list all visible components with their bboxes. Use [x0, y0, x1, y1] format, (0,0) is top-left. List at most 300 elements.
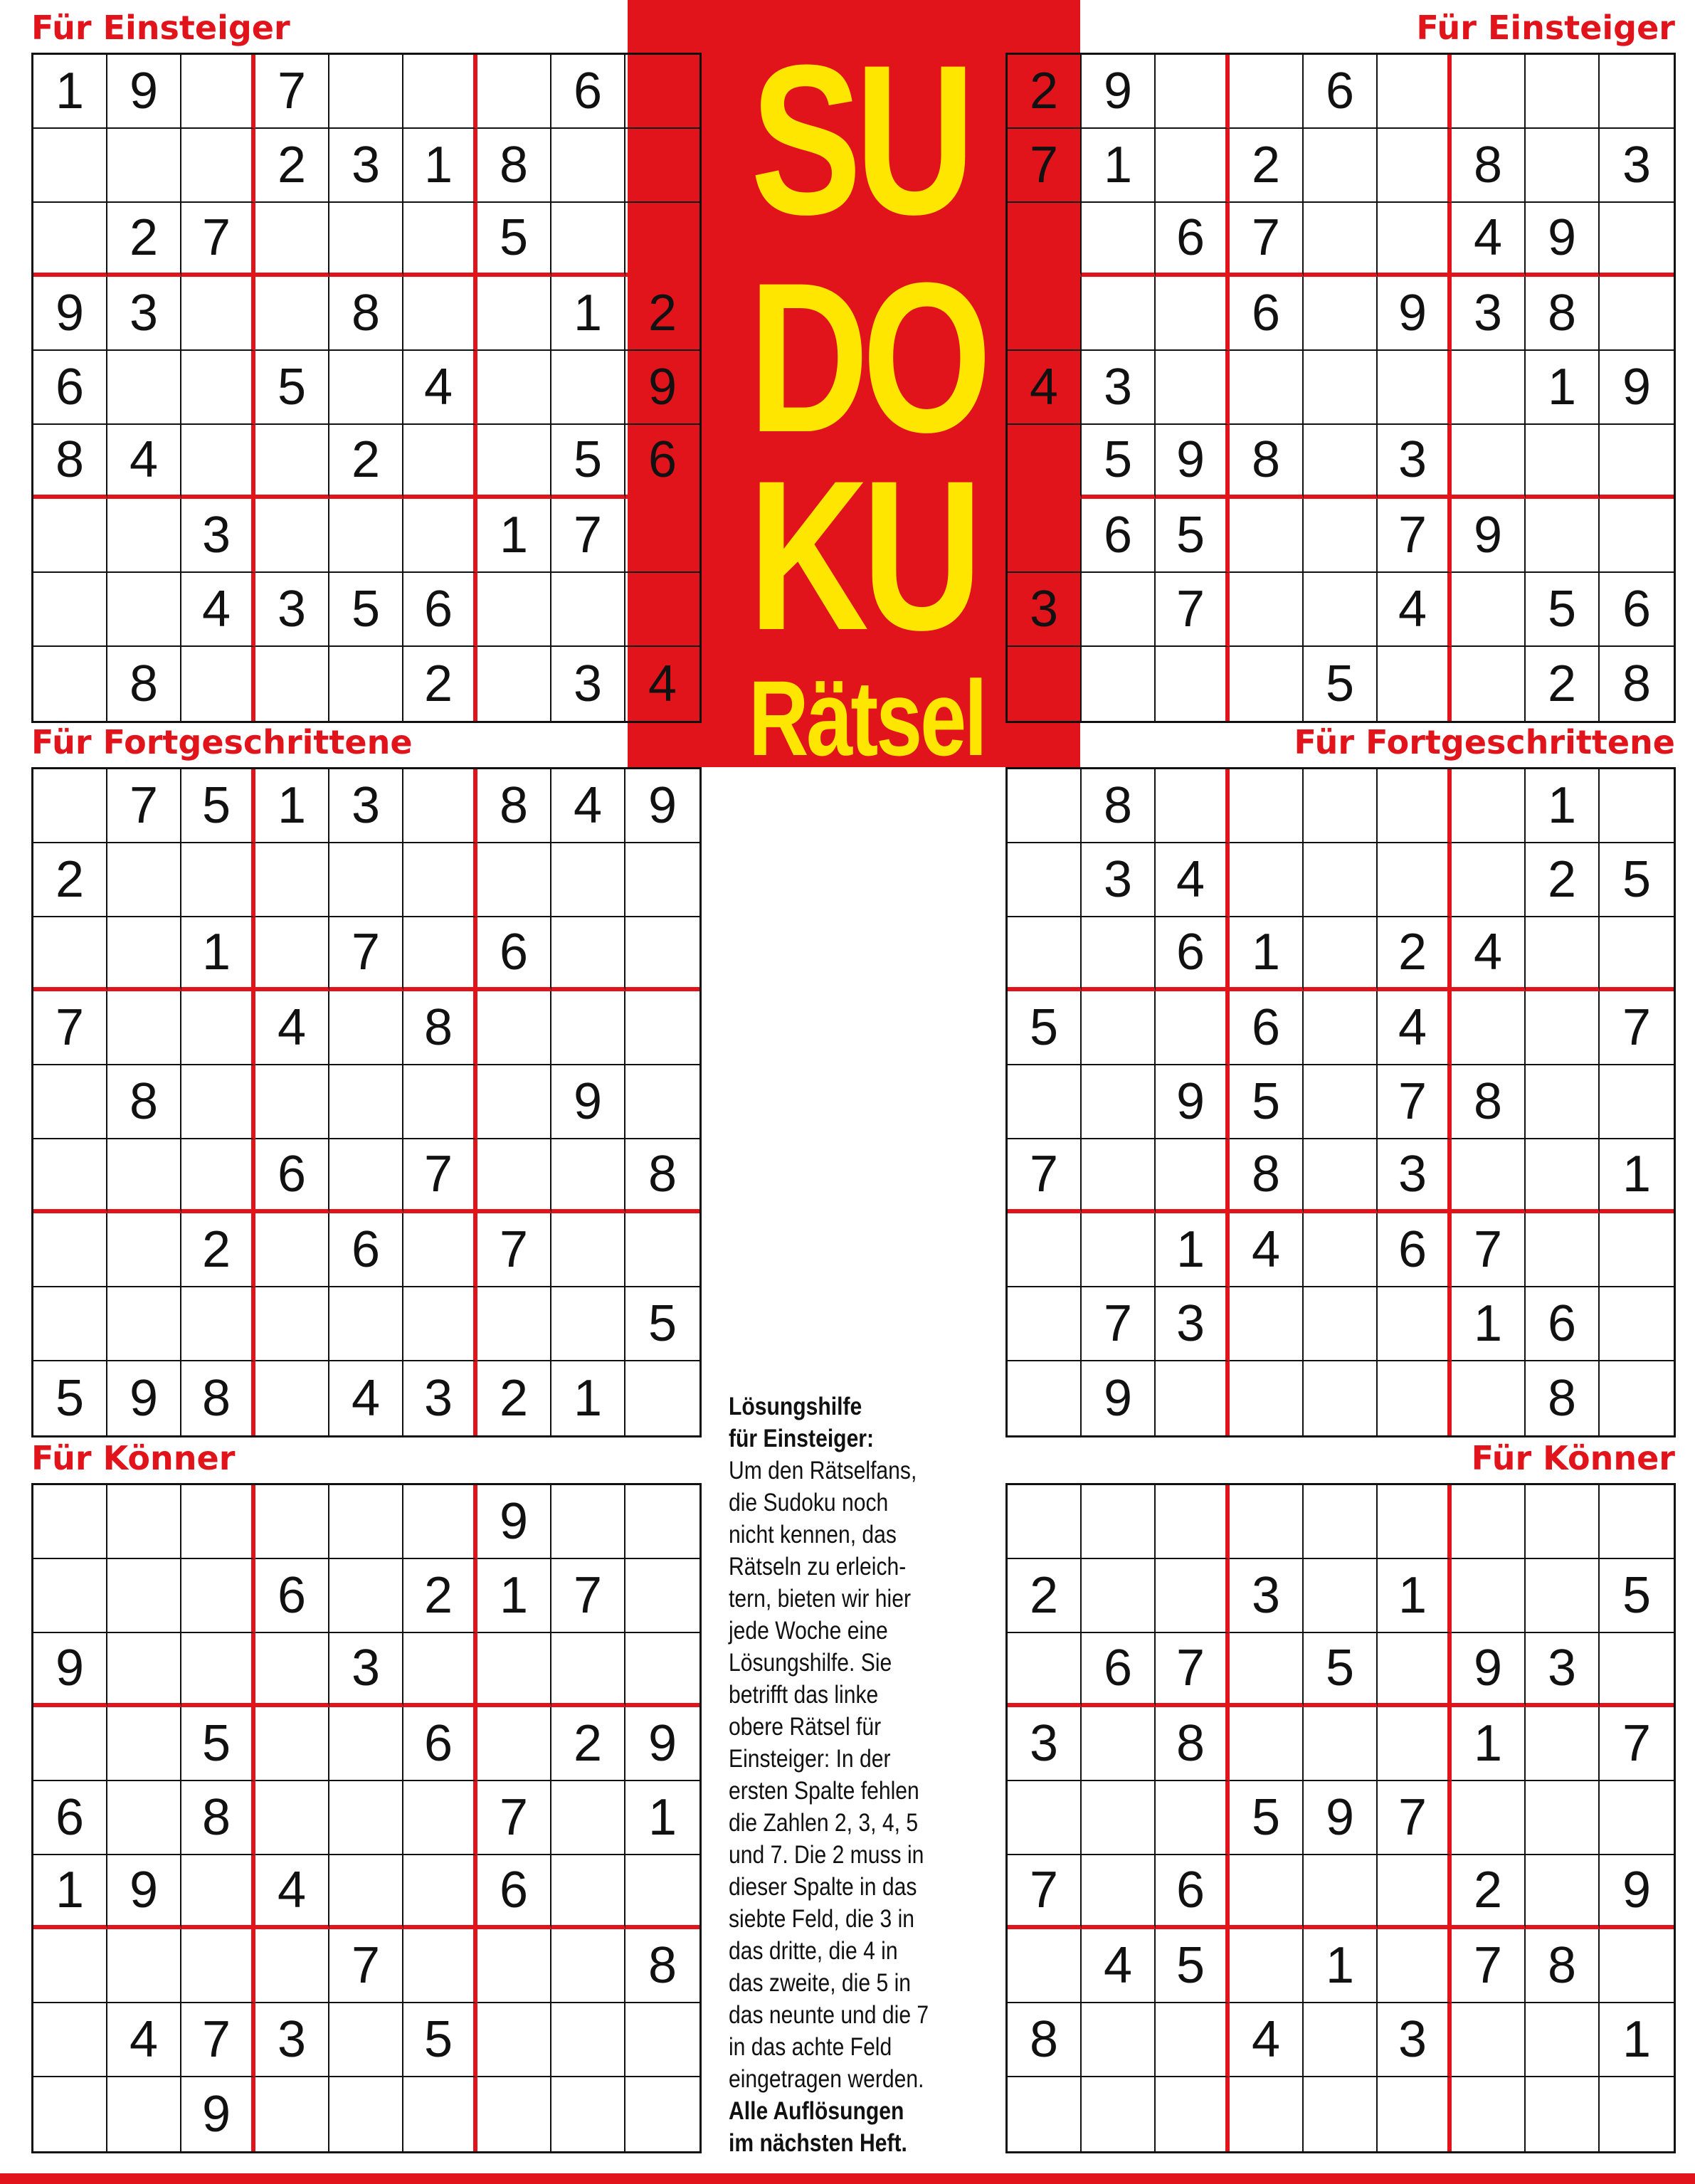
- sudoku-empty-cell[interactable]: [1304, 769, 1378, 843]
- sudoku-empty-cell[interactable]: [1008, 1929, 1082, 2003]
- sudoku-empty-cell[interactable]: [1156, 129, 1230, 203]
- sudoku-empty-cell[interactable]: [477, 647, 551, 721]
- sudoku-empty-cell[interactable]: [1230, 55, 1304, 129]
- sudoku-empty-cell[interactable]: [1378, 1485, 1452, 1559]
- sudoku-empty-cell[interactable]: [329, 1707, 403, 1781]
- sudoku-empty-cell[interactable]: [329, 1559, 403, 1633]
- sudoku-empty-cell[interactable]: [255, 1065, 329, 1139]
- sudoku-empty-cell[interactable]: [329, 55, 403, 129]
- sudoku-empty-cell[interactable]: [1008, 499, 1082, 573]
- sudoku-empty-cell[interactable]: [1452, 55, 1526, 129]
- sudoku-empty-cell[interactable]: [1156, 2003, 1230, 2077]
- sudoku-empty-cell[interactable]: [1526, 2077, 1600, 2151]
- sudoku-empty-cell[interactable]: [1008, 917, 1082, 991]
- sudoku-empty-cell[interactable]: [1304, 1855, 1378, 1929]
- sudoku-empty-cell[interactable]: [1304, 351, 1378, 425]
- sudoku-empty-cell[interactable]: [1008, 1485, 1082, 1559]
- sudoku-empty-cell[interactable]: [477, 1707, 551, 1781]
- sudoku-empty-cell[interactable]: [551, 1855, 625, 1929]
- sudoku-empty-cell[interactable]: [1526, 1707, 1600, 1781]
- sudoku-empty-cell[interactable]: [1600, 277, 1674, 351]
- sudoku-empty-cell[interactable]: [1082, 1855, 1156, 1929]
- sudoku-empty-cell[interactable]: [403, 277, 477, 351]
- sudoku-empty-cell[interactable]: [107, 1213, 181, 1287]
- sudoku-empty-cell[interactable]: [107, 843, 181, 917]
- sudoku-empty-cell[interactable]: [1378, 351, 1452, 425]
- sudoku-empty-cell[interactable]: [181, 55, 255, 129]
- sudoku-empty-cell[interactable]: [403, 917, 477, 991]
- sudoku-empty-cell[interactable]: [329, 203, 403, 277]
- sudoku-empty-cell[interactable]: [107, 1633, 181, 1707]
- sudoku-empty-cell[interactable]: [1526, 991, 1600, 1065]
- sudoku-empty-cell[interactable]: [33, 2077, 107, 2151]
- sudoku-empty-cell[interactable]: [1526, 917, 1600, 991]
- sudoku-empty-cell[interactable]: [181, 1633, 255, 1707]
- sudoku-empty-cell[interactable]: [1600, 1485, 1674, 1559]
- sudoku-empty-cell[interactable]: [1008, 203, 1082, 277]
- sudoku-empty-cell[interactable]: [403, 1855, 477, 1929]
- sudoku-empty-cell[interactable]: [625, 843, 699, 917]
- sudoku-empty-cell[interactable]: [255, 1213, 329, 1287]
- sudoku-empty-cell[interactable]: [33, 573, 107, 647]
- sudoku-empty-cell[interactable]: [1304, 1213, 1378, 1287]
- sudoku-empty-cell[interactable]: [1452, 1361, 1526, 1435]
- sudoku-empty-cell[interactable]: [1304, 425, 1378, 499]
- sudoku-empty-cell[interactable]: [403, 1485, 477, 1559]
- sudoku-empty-cell[interactable]: [1378, 129, 1452, 203]
- sudoku-empty-cell[interactable]: [1230, 843, 1304, 917]
- sudoku-empty-cell[interactable]: [33, 917, 107, 991]
- sudoku-empty-cell[interactable]: [1452, 843, 1526, 917]
- sudoku-empty-cell[interactable]: [33, 647, 107, 721]
- sudoku-empty-cell[interactable]: [1526, 1559, 1600, 1633]
- sudoku-empty-cell[interactable]: [1452, 1485, 1526, 1559]
- sudoku-empty-cell[interactable]: [625, 2077, 699, 2151]
- sudoku-empty-cell[interactable]: [551, 1633, 625, 1707]
- sudoku-empty-cell[interactable]: [255, 1287, 329, 1361]
- sudoku-empty-cell[interactable]: [33, 769, 107, 843]
- sudoku-empty-cell[interactable]: [477, 1929, 551, 2003]
- sudoku-empty-cell[interactable]: [1526, 129, 1600, 203]
- sudoku-empty-cell[interactable]: [1304, 1361, 1378, 1435]
- sudoku-empty-cell[interactable]: [181, 425, 255, 499]
- sudoku-empty-cell[interactable]: [1600, 499, 1674, 573]
- sudoku-empty-cell[interactable]: [1304, 1559, 1378, 1633]
- sudoku-empty-cell[interactable]: [625, 991, 699, 1065]
- sudoku-empty-cell[interactable]: [107, 2077, 181, 2151]
- sudoku-empty-cell[interactable]: [1526, 55, 1600, 129]
- sudoku-empty-cell[interactable]: [1230, 351, 1304, 425]
- sudoku-empty-cell[interactable]: [181, 351, 255, 425]
- sudoku-empty-cell[interactable]: [1452, 351, 1526, 425]
- sudoku-empty-cell[interactable]: [625, 2003, 699, 2077]
- sudoku-empty-cell[interactable]: [1304, 129, 1378, 203]
- sudoku-empty-cell[interactable]: [1230, 1633, 1304, 1707]
- sudoku-empty-cell[interactable]: [1008, 769, 1082, 843]
- sudoku-empty-cell[interactable]: [1378, 1633, 1452, 1707]
- sudoku-empty-cell[interactable]: [329, 1485, 403, 1559]
- sudoku-given-cell: 4: [1452, 203, 1526, 277]
- sudoku-empty-cell[interactable]: [1600, 917, 1674, 991]
- sudoku-empty-cell[interactable]: [329, 1855, 403, 1929]
- sudoku-empty-cell[interactable]: [1008, 647, 1082, 721]
- sudoku-empty-cell[interactable]: [1156, 277, 1230, 351]
- sudoku-empty-cell[interactable]: [1600, 1065, 1674, 1139]
- sudoku-empty-cell[interactable]: [403, 425, 477, 499]
- sudoku-empty-cell[interactable]: [625, 917, 699, 991]
- sudoku-empty-cell[interactable]: [1082, 1559, 1156, 1633]
- sudoku-empty-cell[interactable]: [551, 2003, 625, 2077]
- sudoku-empty-cell[interactable]: [1600, 1781, 1674, 1855]
- sudoku-empty-cell[interactable]: [551, 1139, 625, 1213]
- sudoku-empty-cell[interactable]: [403, 1287, 477, 1361]
- sudoku-empty-cell[interactable]: [255, 425, 329, 499]
- sudoku-empty-cell[interactable]: [1008, 1213, 1082, 1287]
- sudoku-empty-cell[interactable]: [477, 573, 551, 647]
- sudoku-empty-cell[interactable]: [403, 203, 477, 277]
- sudoku-empty-cell[interactable]: [1526, 2003, 1600, 2077]
- sudoku-empty-cell[interactable]: [477, 843, 551, 917]
- sudoku-empty-cell[interactable]: [1230, 1485, 1304, 1559]
- sudoku-empty-cell[interactable]: [403, 1929, 477, 2003]
- sudoku-empty-cell[interactable]: [403, 55, 477, 129]
- sudoku-empty-cell[interactable]: [1230, 1855, 1304, 1929]
- sudoku-empty-cell[interactable]: [1600, 1929, 1674, 2003]
- sudoku-empty-cell[interactable]: [1378, 203, 1452, 277]
- sudoku-empty-cell[interactable]: [181, 1559, 255, 1633]
- sudoku-empty-cell[interactable]: [1452, 647, 1526, 721]
- sudoku-given-cell: 9: [625, 769, 699, 843]
- sudoku-empty-cell[interactable]: [1230, 573, 1304, 647]
- sudoku-empty-cell[interactable]: [551, 203, 625, 277]
- sudoku-empty-cell[interactable]: [1008, 843, 1082, 917]
- sudoku-empty-cell[interactable]: [181, 1855, 255, 1929]
- sudoku-empty-cell[interactable]: [107, 573, 181, 647]
- sudoku-empty-cell[interactable]: [403, 769, 477, 843]
- sudoku-empty-cell[interactable]: [107, 1485, 181, 1559]
- sudoku-empty-cell[interactable]: [1082, 1213, 1156, 1287]
- sudoku-empty-cell[interactable]: [1082, 1065, 1156, 1139]
- sudoku-empty-cell[interactable]: [625, 1213, 699, 1287]
- sudoku-empty-cell[interactable]: [1378, 2077, 1452, 2151]
- sudoku-empty-cell[interactable]: [33, 499, 107, 573]
- sudoku-empty-cell[interactable]: [1452, 573, 1526, 647]
- sudoku-empty-cell[interactable]: [1156, 1485, 1230, 1559]
- sudoku-empty-cell[interactable]: [625, 1559, 699, 1633]
- sudoku-empty-cell[interactable]: [625, 1633, 699, 1707]
- sudoku-empty-cell[interactable]: [625, 55, 699, 129]
- sudoku-empty-cell[interactable]: [1082, 991, 1156, 1065]
- sudoku-empty-cell[interactable]: [1526, 1139, 1600, 1213]
- sudoku-empty-cell[interactable]: [1082, 647, 1156, 721]
- sudoku-empty-cell[interactable]: [329, 647, 403, 721]
- sudoku-empty-cell[interactable]: [1156, 769, 1230, 843]
- sudoku-empty-cell[interactable]: [1082, 277, 1156, 351]
- sudoku-empty-cell[interactable]: [477, 2003, 551, 2077]
- sudoku-empty-cell[interactable]: [625, 1065, 699, 1139]
- sudoku-empty-cell[interactable]: [329, 499, 403, 573]
- sudoku-empty-cell[interactable]: [255, 1781, 329, 1855]
- sudoku-empty-cell[interactable]: [107, 499, 181, 573]
- sudoku-empty-cell[interactable]: [255, 277, 329, 351]
- sudoku-empty-cell[interactable]: [1526, 1213, 1600, 1287]
- sudoku-empty-cell[interactable]: [107, 1929, 181, 2003]
- sudoku-empty-cell[interactable]: [477, 991, 551, 1065]
- sudoku-empty-cell[interactable]: [255, 1485, 329, 1559]
- sudoku-empty-cell[interactable]: [1008, 1287, 1082, 1361]
- sudoku-empty-cell[interactable]: [477, 1065, 551, 1139]
- sudoku-empty-cell[interactable]: [1156, 1361, 1230, 1435]
- sudoku-empty-cell[interactable]: [33, 1485, 107, 1559]
- sudoku-empty-cell[interactable]: [329, 1287, 403, 1361]
- sudoku-empty-cell[interactable]: [1378, 1707, 1452, 1781]
- sudoku-empty-cell[interactable]: [551, 129, 625, 203]
- sudoku-empty-cell[interactable]: [403, 499, 477, 573]
- sudoku-empty-cell[interactable]: [107, 1139, 181, 1213]
- sudoku-empty-cell[interactable]: [329, 2077, 403, 2151]
- sudoku-empty-cell[interactable]: [403, 2077, 477, 2151]
- sudoku-empty-cell[interactable]: [1600, 1213, 1674, 1287]
- sudoku-empty-cell[interactable]: [107, 917, 181, 991]
- sudoku-empty-cell[interactable]: [181, 277, 255, 351]
- sudoku-empty-cell[interactable]: [1008, 1781, 1082, 1855]
- sudoku-empty-cell[interactable]: [255, 2077, 329, 2151]
- sudoku-empty-cell[interactable]: [551, 573, 625, 647]
- sudoku-empty-cell[interactable]: [1526, 1781, 1600, 1855]
- sudoku-empty-cell[interactable]: [477, 425, 551, 499]
- sudoku-empty-cell[interactable]: [403, 1633, 477, 1707]
- sudoku-empty-cell[interactable]: [477, 2077, 551, 2151]
- sudoku-empty-cell[interactable]: [329, 2003, 403, 2077]
- sudoku-empty-cell[interactable]: [551, 2077, 625, 2151]
- sudoku-empty-cell[interactable]: [1600, 1361, 1674, 1435]
- sudoku-empty-cell[interactable]: [1304, 991, 1378, 1065]
- sudoku-empty-cell[interactable]: [1156, 1559, 1230, 1633]
- sudoku-empty-cell[interactable]: [1304, 843, 1378, 917]
- sudoku-empty-cell[interactable]: [1082, 203, 1156, 277]
- sudoku-empty-cell[interactable]: [1230, 647, 1304, 721]
- sudoku-empty-cell[interactable]: [181, 129, 255, 203]
- sudoku-empty-cell[interactable]: [255, 1707, 329, 1781]
- sudoku-empty-cell[interactable]: [1008, 1633, 1082, 1707]
- sudoku-empty-cell[interactable]: [1156, 351, 1230, 425]
- sudoku-empty-cell[interactable]: [1082, 1485, 1156, 1559]
- sudoku-empty-cell[interactable]: [1230, 1287, 1304, 1361]
- sudoku-empty-cell[interactable]: [1304, 1707, 1378, 1781]
- sudoku-empty-cell[interactable]: [181, 1139, 255, 1213]
- sudoku-empty-cell[interactable]: [181, 1929, 255, 2003]
- sudoku-empty-cell[interactable]: [625, 129, 699, 203]
- sudoku-empty-cell[interactable]: [1452, 1139, 1526, 1213]
- sudoku-empty-cell[interactable]: [33, 2003, 107, 2077]
- sudoku-empty-cell[interactable]: [625, 499, 699, 573]
- sudoku-empty-cell[interactable]: [1378, 1361, 1452, 1435]
- sudoku-empty-cell[interactable]: [1378, 647, 1452, 721]
- sudoku-empty-cell[interactable]: [1156, 991, 1230, 1065]
- sudoku-empty-cell[interactable]: [1304, 1485, 1378, 1559]
- sudoku-empty-cell[interactable]: [33, 1213, 107, 1287]
- sudoku-empty-cell[interactable]: [1008, 1065, 1082, 1139]
- sudoku-empty-cell[interactable]: [33, 1287, 107, 1361]
- sudoku-empty-cell[interactable]: [1452, 991, 1526, 1065]
- sudoku-empty-cell[interactable]: [1452, 1781, 1526, 1855]
- sudoku-empty-cell[interactable]: [33, 1559, 107, 1633]
- sudoku-empty-cell[interactable]: [107, 1781, 181, 1855]
- sudoku-empty-cell[interactable]: [107, 129, 181, 203]
- sudoku-empty-cell[interactable]: [1230, 499, 1304, 573]
- sudoku-empty-cell[interactable]: [1526, 499, 1600, 573]
- sudoku-empty-cell[interactable]: [1156, 647, 1230, 721]
- sudoku-empty-cell[interactable]: [107, 351, 181, 425]
- sudoku-empty-cell[interactable]: [255, 647, 329, 721]
- sudoku-empty-cell[interactable]: [181, 843, 255, 917]
- sudoku-empty-cell[interactable]: [1304, 2003, 1378, 2077]
- sudoku-empty-cell[interactable]: [625, 573, 699, 647]
- sudoku-empty-cell[interactable]: [551, 991, 625, 1065]
- sudoku-empty-cell[interactable]: [1156, 1139, 1230, 1213]
- sudoku-empty-cell[interactable]: [477, 1139, 551, 1213]
- sudoku-empty-cell[interactable]: [1304, 2077, 1378, 2151]
- sudoku-empty-cell[interactable]: [33, 1139, 107, 1213]
- sudoku-empty-cell[interactable]: [551, 843, 625, 917]
- sudoku-empty-cell[interactable]: [477, 277, 551, 351]
- sudoku-empty-cell[interactable]: [1304, 1065, 1378, 1139]
- sudoku-empty-cell[interactable]: [1378, 1287, 1452, 1361]
- sudoku-empty-cell[interactable]: [107, 1559, 181, 1633]
- sudoku-empty-cell[interactable]: [1378, 843, 1452, 917]
- sudoku-empty-cell[interactable]: [329, 843, 403, 917]
- sudoku-empty-cell[interactable]: [403, 1065, 477, 1139]
- sudoku-empty-cell[interactable]: [1526, 425, 1600, 499]
- sudoku-empty-cell[interactable]: [107, 1707, 181, 1781]
- sudoku-empty-cell[interactable]: [1230, 2077, 1304, 2151]
- sudoku-empty-cell[interactable]: [477, 1287, 551, 1361]
- sudoku-empty-cell[interactable]: [255, 1361, 329, 1435]
- sudoku-empty-cell[interactable]: [1008, 1361, 1082, 1435]
- sudoku-empty-cell[interactable]: [477, 55, 551, 129]
- sudoku-empty-cell[interactable]: [1452, 1559, 1526, 1633]
- sudoku-empty-cell[interactable]: [33, 129, 107, 203]
- sudoku-empty-cell[interactable]: [1600, 203, 1674, 277]
- sudoku-empty-cell[interactable]: [477, 1633, 551, 1707]
- sudoku-empty-cell[interactable]: [329, 1139, 403, 1213]
- sudoku-empty-cell[interactable]: [1304, 1287, 1378, 1361]
- sudoku-empty-cell[interactable]: [1378, 1929, 1452, 2003]
- sudoku-empty-cell[interactable]: [1452, 2077, 1526, 2151]
- sudoku-empty-cell[interactable]: [1304, 1139, 1378, 1213]
- sudoku-empty-cell[interactable]: [181, 647, 255, 721]
- sudoku-empty-cell[interactable]: [1230, 769, 1304, 843]
- sudoku-empty-cell[interactable]: [1082, 917, 1156, 991]
- sudoku-empty-cell[interactable]: [625, 1855, 699, 1929]
- sudoku-empty-cell[interactable]: [1378, 55, 1452, 129]
- sudoku-given-cell: 6: [1304, 55, 1378, 129]
- sudoku-empty-cell[interactable]: [329, 351, 403, 425]
- sudoku-empty-cell[interactable]: [329, 991, 403, 1065]
- sudoku-empty-cell[interactable]: [329, 1781, 403, 1855]
- sudoku-empty-cell[interactable]: [255, 917, 329, 991]
- sudoku-empty-cell[interactable]: [255, 1929, 329, 2003]
- sudoku-empty-cell[interactable]: [1082, 2077, 1156, 2151]
- sudoku-empty-cell[interactable]: [551, 1781, 625, 1855]
- sudoku-empty-cell[interactable]: [1230, 1707, 1304, 1781]
- sudoku-empty-cell[interactable]: [1304, 277, 1378, 351]
- sudoku-empty-cell[interactable]: [1082, 573, 1156, 647]
- sudoku-empty-cell[interactable]: [1600, 425, 1674, 499]
- sudoku-empty-cell[interactable]: [551, 351, 625, 425]
- sudoku-empty-cell[interactable]: [107, 991, 181, 1065]
- sudoku-empty-cell[interactable]: [1378, 769, 1452, 843]
- sudoku-empty-cell[interactable]: [1600, 55, 1674, 129]
- sudoku-empty-cell[interactable]: [1008, 425, 1082, 499]
- sudoku-empty-cell[interactable]: [1526, 1065, 1600, 1139]
- sudoku-empty-cell[interactable]: [1082, 1781, 1156, 1855]
- sudoku-empty-cell[interactable]: [181, 1485, 255, 1559]
- sudoku-empty-cell[interactable]: [33, 1065, 107, 1139]
- sudoku-empty-cell[interactable]: [1156, 2077, 1230, 2151]
- sudoku-empty-cell[interactable]: [551, 1929, 625, 2003]
- sudoku-empty-cell[interactable]: [1304, 573, 1378, 647]
- sudoku-empty-cell[interactable]: [477, 351, 551, 425]
- sudoku-empty-cell[interactable]: [625, 1485, 699, 1559]
- sudoku-empty-cell[interactable]: [1082, 2003, 1156, 2077]
- sudoku-empty-cell[interactable]: [403, 843, 477, 917]
- sudoku-empty-cell[interactable]: [1008, 2077, 1082, 2151]
- sudoku-empty-cell[interactable]: [33, 1929, 107, 2003]
- sudoku-empty-cell[interactable]: [1230, 1929, 1304, 2003]
- sudoku-empty-cell[interactable]: [1156, 1781, 1230, 1855]
- sudoku-empty-cell[interactable]: [1304, 917, 1378, 991]
- sudoku-empty-cell[interactable]: [1600, 769, 1674, 843]
- sudoku-empty-cell[interactable]: [625, 203, 699, 277]
- sudoku-empty-cell[interactable]: [255, 1633, 329, 1707]
- sudoku-empty-cell[interactable]: [403, 1781, 477, 1855]
- sudoku-empty-cell[interactable]: [181, 1065, 255, 1139]
- sudoku-empty-cell[interactable]: [181, 991, 255, 1065]
- sudoku-empty-cell[interactable]: [255, 843, 329, 917]
- sudoku-empty-cell[interactable]: [1304, 499, 1378, 573]
- sudoku-empty-cell[interactable]: [1526, 1485, 1600, 1559]
- sudoku-empty-cell[interactable]: [1452, 2003, 1526, 2077]
- sudoku-empty-cell[interactable]: [255, 203, 329, 277]
- sudoku-empty-cell[interactable]: [1008, 277, 1082, 351]
- sudoku-empty-cell[interactable]: [1378, 1855, 1452, 1929]
- sudoku-empty-cell[interactable]: [1600, 1633, 1674, 1707]
- sudoku-empty-cell[interactable]: [551, 917, 625, 991]
- sudoku-empty-cell[interactable]: [1082, 1707, 1156, 1781]
- sudoku-empty-cell[interactable]: [1156, 55, 1230, 129]
- sudoku-empty-cell[interactable]: [329, 1065, 403, 1139]
- sudoku-empty-cell[interactable]: [255, 499, 329, 573]
- sudoku-empty-cell[interactable]: [625, 1361, 699, 1435]
- sudoku-empty-cell[interactable]: [551, 1485, 625, 1559]
- sudoku-empty-cell[interactable]: [403, 1213, 477, 1287]
- sudoku-empty-cell[interactable]: [181, 1287, 255, 1361]
- sudoku-empty-cell[interactable]: [1082, 1139, 1156, 1213]
- sudoku-empty-cell[interactable]: [1452, 769, 1526, 843]
- sudoku-empty-cell[interactable]: [33, 1707, 107, 1781]
- sudoku-empty-cell[interactable]: [33, 203, 107, 277]
- sudoku-empty-cell[interactable]: [1600, 1287, 1674, 1361]
- sudoku-empty-cell[interactable]: [1230, 1361, 1304, 1435]
- sudoku-empty-cell[interactable]: [1304, 203, 1378, 277]
- sudoku-empty-cell[interactable]: [1452, 425, 1526, 499]
- sudoku-empty-cell[interactable]: [1526, 1855, 1600, 1929]
- sudoku-empty-cell[interactable]: [107, 1287, 181, 1361]
- sudoku-empty-cell[interactable]: [551, 1287, 625, 1361]
- sudoku-empty-cell[interactable]: [551, 1213, 625, 1287]
- sudoku-empty-cell[interactable]: [1600, 2077, 1674, 2151]
